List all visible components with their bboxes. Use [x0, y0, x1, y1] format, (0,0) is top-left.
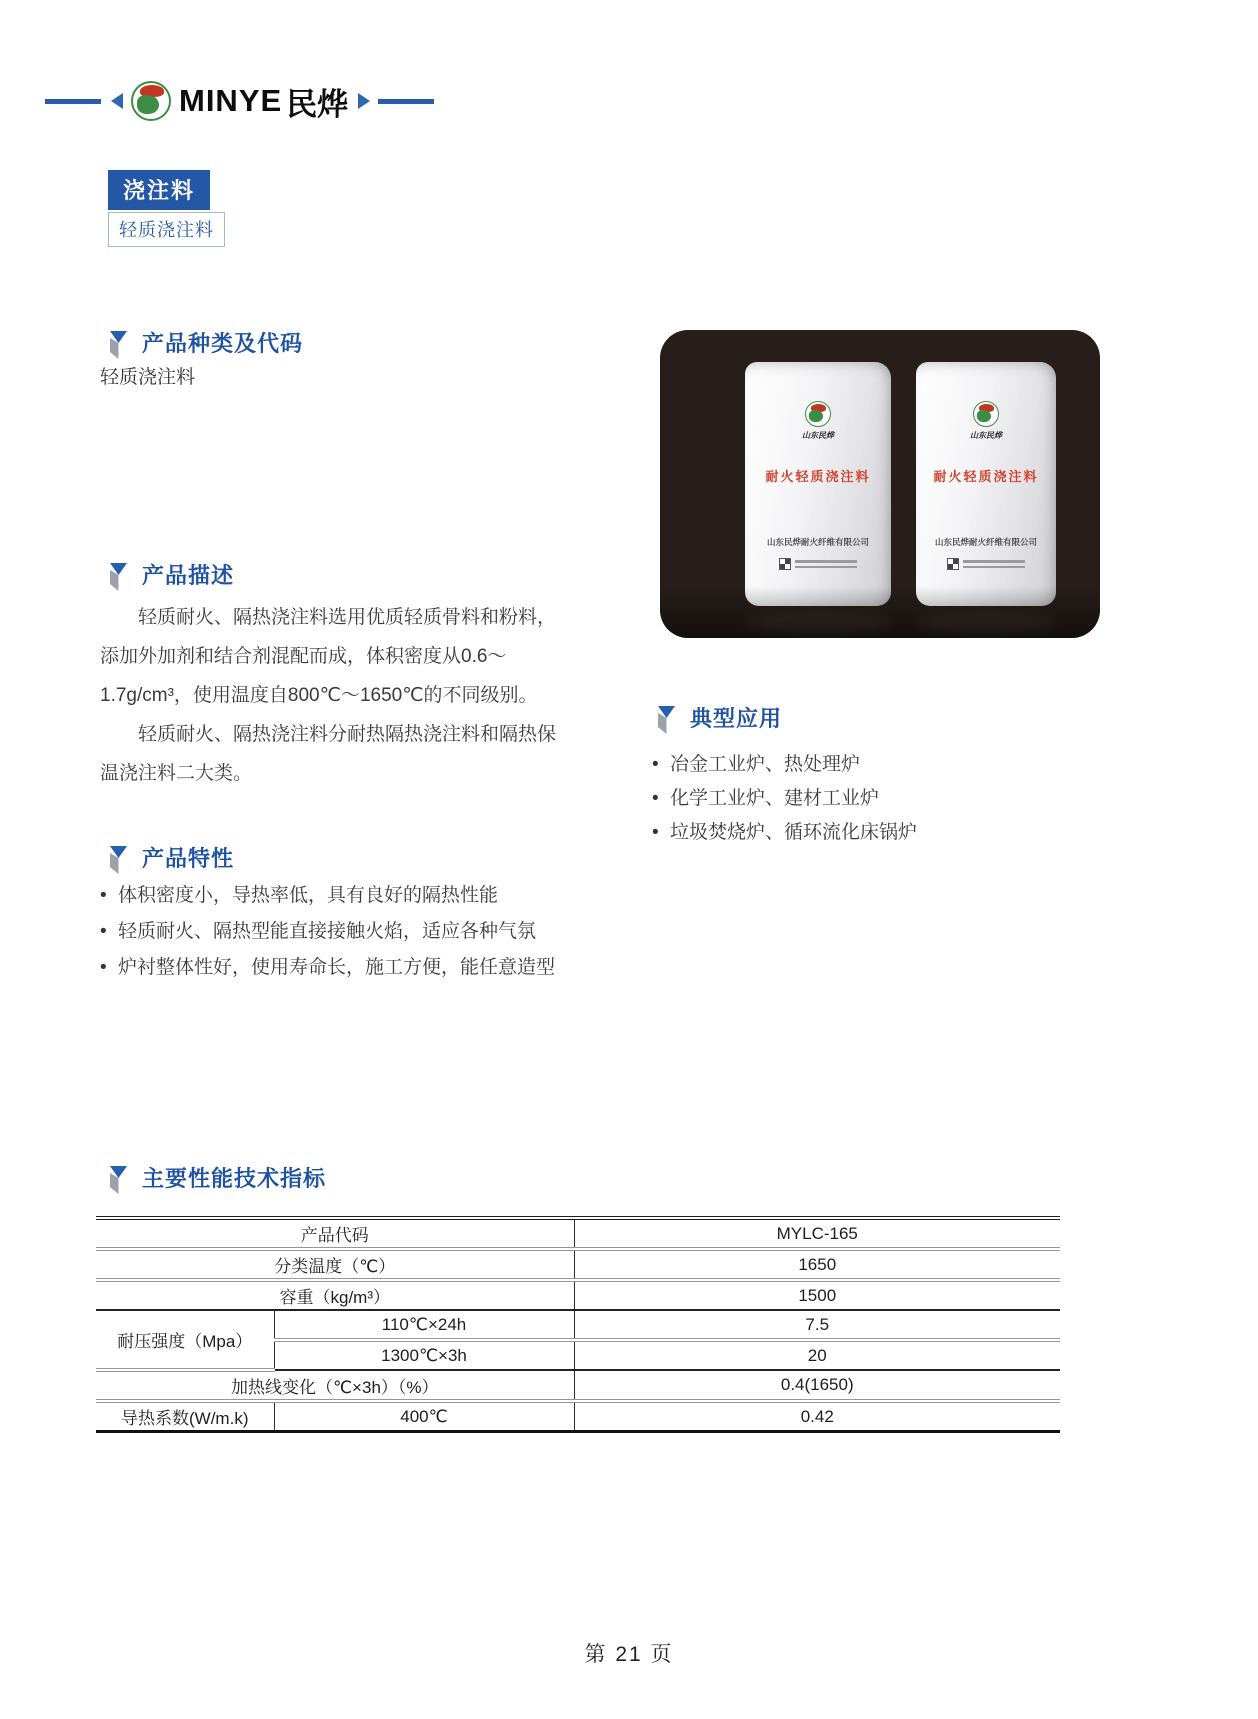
section-header-specs	[107, 1165, 326, 1194]
section-title-features: 产品特性	[142, 846, 235, 871]
brand-name-cn: 民烨	[286, 86, 349, 122]
spec-sub-label: 110℃×24h	[274, 1310, 574, 1340]
section-title-applications: 典型应用	[690, 706, 783, 731]
spec-value: MYLC-165	[574, 1218, 1060, 1249]
table-row	[96, 1401, 1060, 1432]
brand-name-en: MINYE	[179, 83, 283, 118]
product-bag	[745, 362, 891, 606]
bag-company: 山东民烨耐火纤维有限公司	[766, 537, 869, 547]
section-title-description: 产品描述	[142, 563, 235, 588]
page-number: 第 21 页	[584, 1643, 674, 1666]
bag-title: 耐火轻质浇注料	[933, 469, 1039, 484]
table-row	[96, 1249, 1060, 1280]
table-row	[96, 1310, 1060, 1340]
product-photo	[660, 330, 1100, 638]
types-content: 轻质浇注料	[100, 367, 196, 388]
section-header-applications	[655, 705, 782, 734]
section-marker-icon	[107, 1166, 127, 1194]
table-row	[96, 1370, 1060, 1401]
spec-value: 7.5	[574, 1310, 1060, 1340]
section-marker-icon	[107, 846, 127, 874]
table-row	[96, 1218, 1060, 1249]
page-subtitle: 轻质浇注料	[108, 212, 225, 247]
list-item: • 化学工业炉、建材工业炉	[652, 782, 1072, 816]
section-header-features	[107, 845, 234, 874]
spec-label: 加热线变化（℃×3h）（%）	[96, 1370, 574, 1401]
bag-brand-caption: 山东民烨	[802, 431, 834, 440]
applications-list	[652, 748, 1072, 850]
left-rule-line	[45, 99, 101, 104]
right-rule-line	[378, 99, 434, 104]
spec-value: 1650	[574, 1249, 1060, 1280]
spec-sub-label: 400℃	[274, 1401, 574, 1432]
section-header-types	[107, 330, 303, 359]
section-header-description	[107, 562, 234, 591]
spec-table	[96, 1216, 1060, 1433]
section-title-types: 产品种类及代码	[142, 331, 304, 356]
spec-group-label: 导热系数(W/m.k)	[121, 1409, 249, 1428]
section-title-specs: 主要性能技术指标	[142, 1166, 327, 1191]
bag-title: 耐火轻质浇注料	[765, 469, 871, 484]
bag-address-lines	[963, 560, 1025, 568]
page-title: 浇注料	[108, 170, 210, 210]
list-item: • 体积密度小，导热率低，具有良好的隔热性能	[100, 878, 600, 914]
list-item: • 垃圾焚烧炉、循环流化床锅炉	[652, 816, 1072, 850]
bag-globe-logo-icon	[805, 401, 831, 427]
description-paragraph: 轻质耐火、隔热浇注料选用优质轻质骨料和粉料，添加外加剂和结合剂混配而成，体积密度从0.6～1.7g/cm³，使用温度自800℃～1650℃的不同级别。	[100, 607, 557, 706]
spec-label: 产品代码	[96, 1218, 574, 1249]
list-item: • 轻质耐火、隔热型能直接接触火焰，适应各种气氛	[100, 914, 600, 950]
features-list	[100, 878, 600, 986]
bag-info	[779, 558, 857, 570]
page-title-block	[108, 170, 225, 247]
qr-code-icon	[779, 558, 791, 570]
spec-value: 20	[574, 1340, 1060, 1370]
spec-sub-label: 1300℃×3h	[274, 1340, 574, 1370]
spec-value: 1500	[574, 1280, 1060, 1310]
bag-globe-logo-icon	[973, 401, 999, 427]
spec-value: 0.4(1650)	[574, 1370, 1060, 1401]
globe-logo-icon	[131, 81, 171, 121]
photo-floor-shadow	[660, 586, 1100, 638]
triangle-left-icon	[111, 93, 123, 109]
section-marker-icon	[107, 563, 127, 591]
section-marker-icon	[107, 331, 127, 359]
list-item: • 炉衬整体性好，使用寿命长，施工方便，能任意造型	[100, 950, 600, 986]
table-row	[96, 1280, 1060, 1310]
section-marker-icon	[655, 706, 675, 734]
spec-value: 0.42	[574, 1401, 1060, 1432]
bag-company: 山东民烨耐火纤维有限公司	[934, 537, 1037, 547]
qr-code-icon	[947, 558, 959, 570]
spec-label: 分类温度（℃）	[96, 1249, 574, 1280]
triangle-right-icon	[358, 93, 370, 109]
list-item: • 冶金工业炉、热处理炉	[652, 748, 1072, 782]
bag-info	[947, 558, 1025, 570]
brand-header	[45, 78, 434, 124]
description-text	[100, 598, 562, 793]
bag-brand-caption: 山东民烨	[970, 431, 1002, 440]
spec-group-label: 耐压强度（Mpa）	[96, 1310, 274, 1370]
bag-address-lines	[795, 560, 857, 568]
description-paragraph: 轻质耐火、隔热浇注料分耐热隔热浇注料和隔热保温浇注料二大类。	[100, 724, 557, 784]
product-bag	[916, 362, 1056, 606]
spec-label: 容重（kg/m³）	[96, 1280, 574, 1310]
